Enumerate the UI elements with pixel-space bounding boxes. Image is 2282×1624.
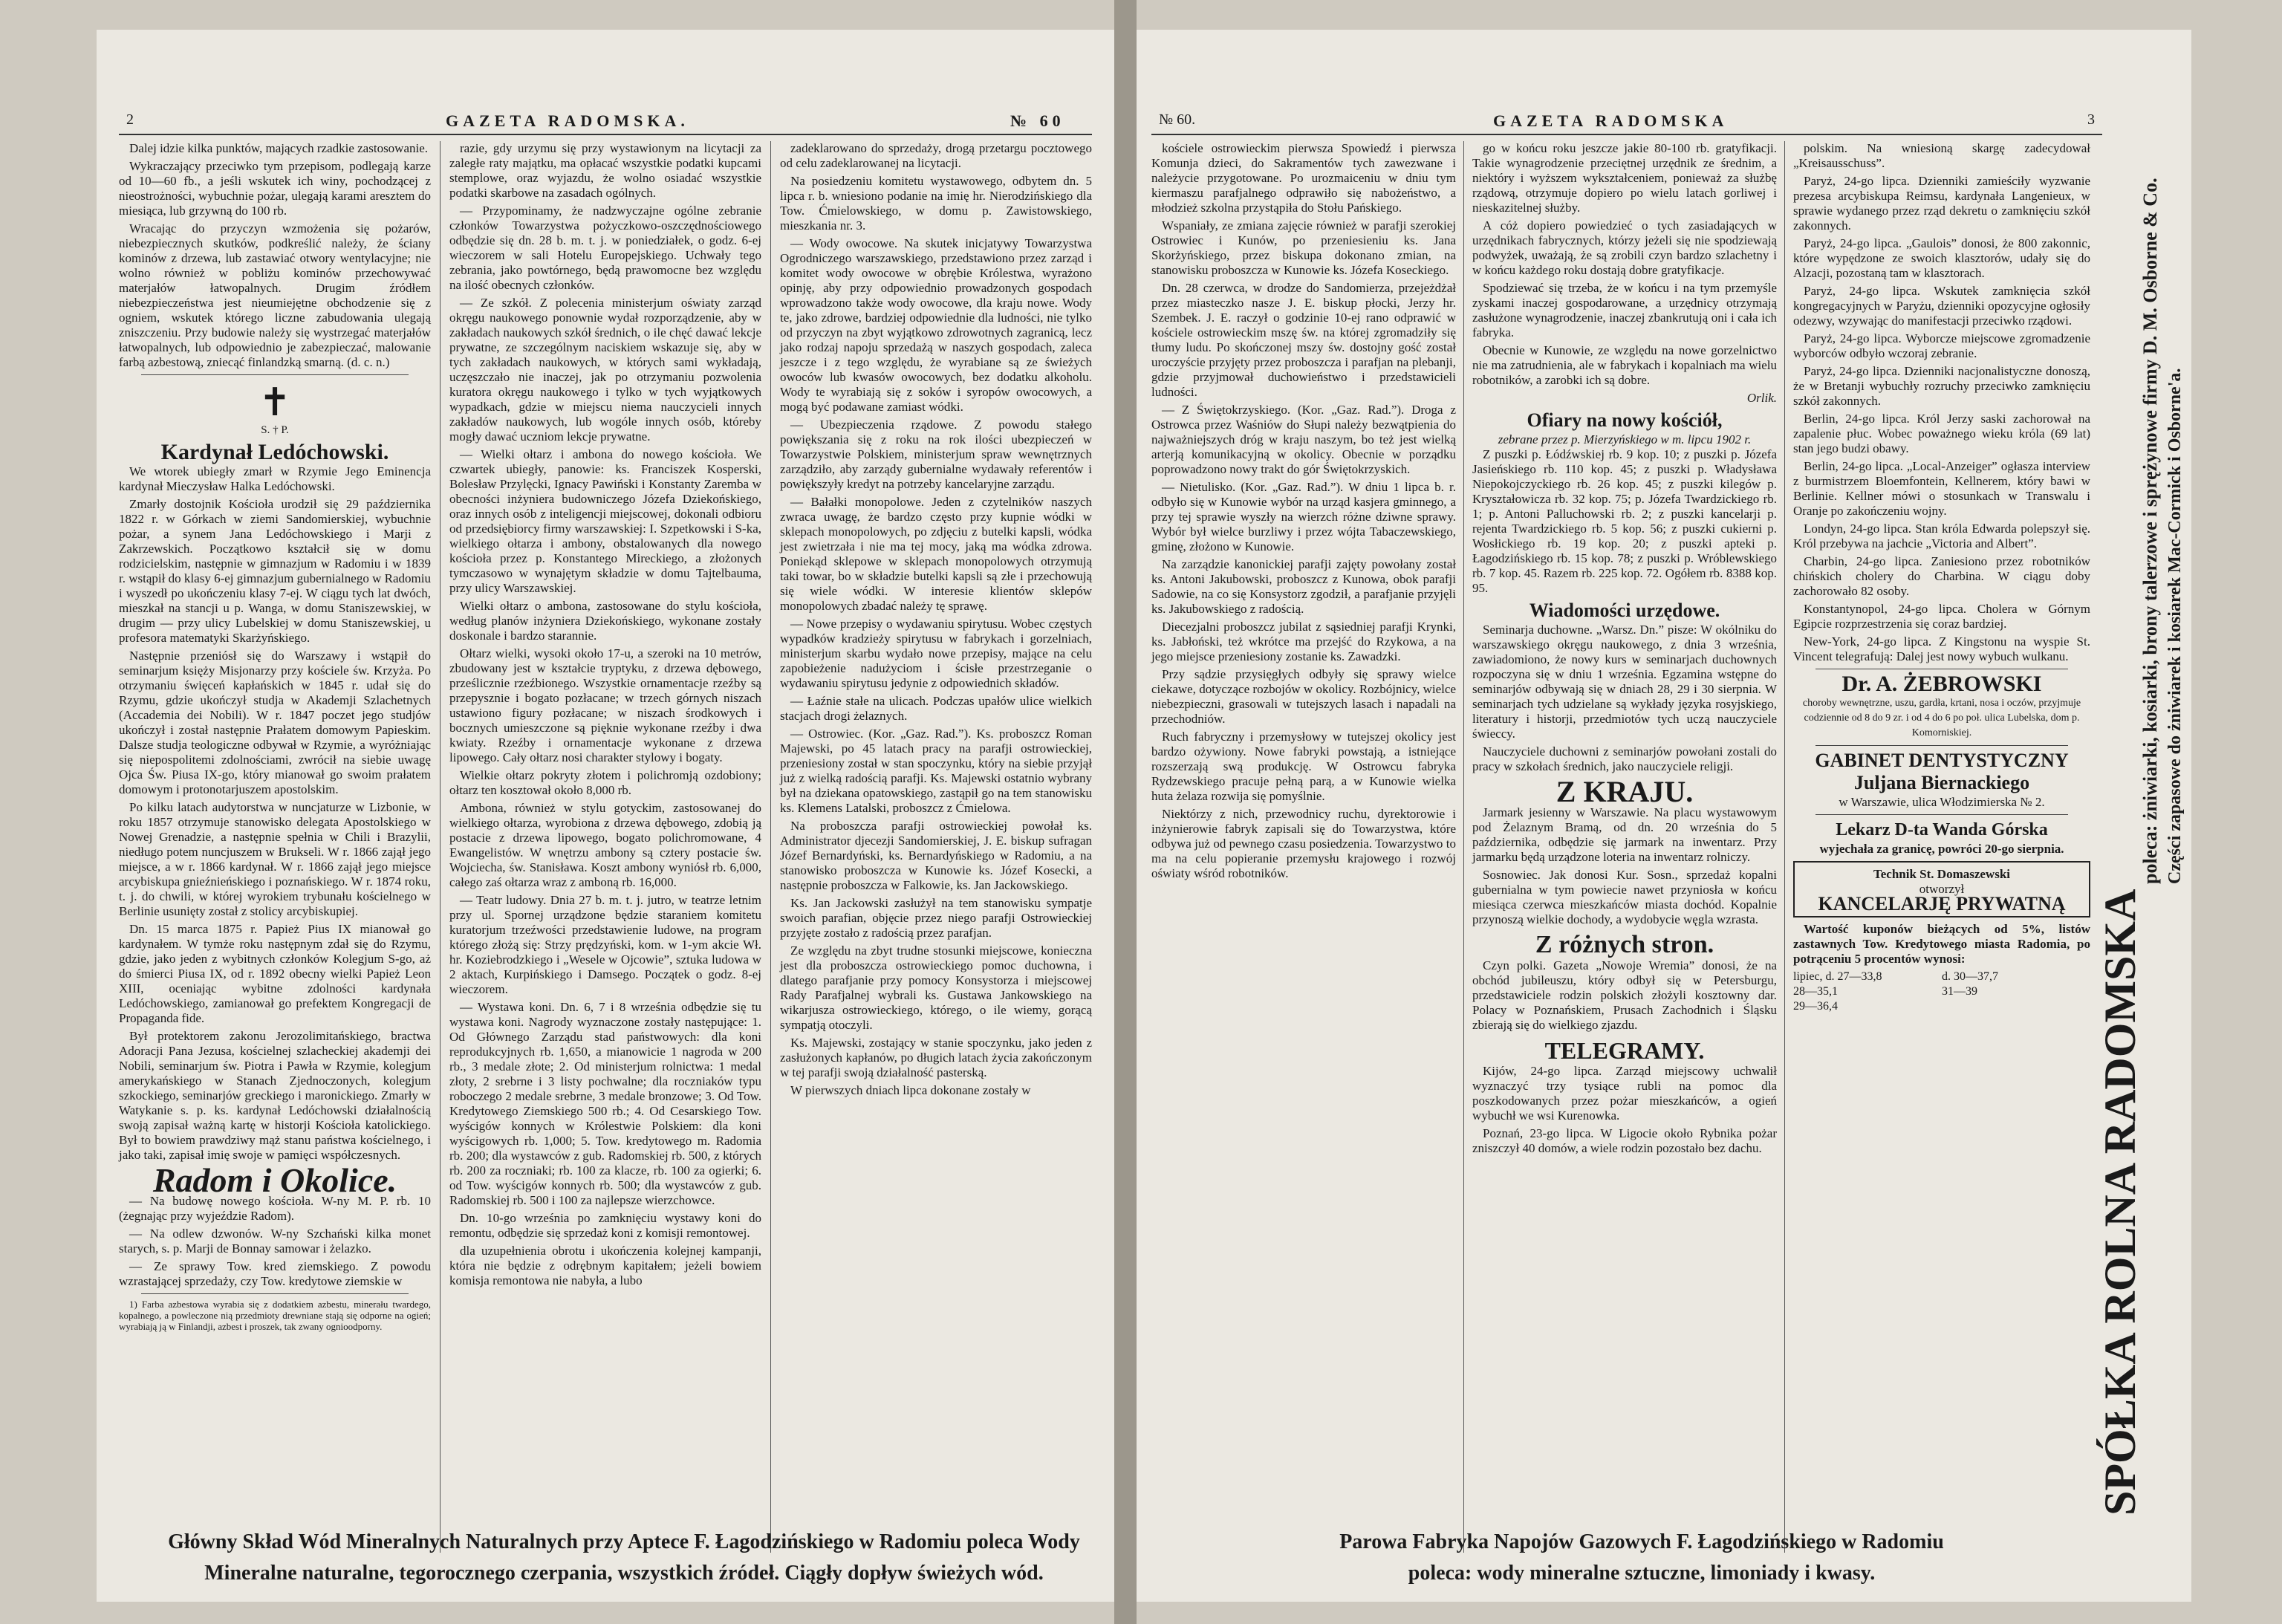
section-title: TELEGRAMY. (1544, 1037, 1705, 1064)
paragraph: — Bałałki monopolowe. Jeden z czytelników naszych zwraca uwagę, że bardzo często przy kupnie wódki w sklepach monopolowych, po zdjęciu z butelki kapsli, wódka jest zwietrzała i nie ma tej mocy, jaką ma wódka zdrowa. Poniekąd sklepowe w sklepach monopolowych otrzymują taki towar, bo w składzie butelki kapsli są złe i przechowują się wiele wódki. W interesie klientów sklepów monopolowych zbadać należy tę sprawę. (780, 495, 1092, 613)
coupon-value: 29—36,4 (1793, 1000, 1838, 1013)
paragraph: Ruch fabryczny i przemysłowy w tutejszej okolicy jest bardzo ożywiony. Nowe fabryki powstają, a istniejące rozszerzają swą produkcję. W Ostrowcu fabryka Rydzewskiego pracuje pełną parą, a w Kunowie wielka huta żelaza rozwija się pomyślnie. (1151, 730, 1456, 803)
paragraph: Ambona, również w stylu gotyckim, zastosowanej do wielkiego ołtarza, wyrobiona z drzewa dębowego, zdobią ją postacie z drzewa lipowego, bogato polichromowane, 4 Ewangelistów. W wnętrzu ambony są cztery postacie św. Wojciecha, św. Stanisława. Koszt ambony wyniósł rb. 6,000, całego zaś ołtarza wraz z amboną rb. 16,000. (449, 801, 761, 889)
advert-title: Juljana Biernackiego (1853, 772, 2030, 793)
obituary-sp: S. † P. (261, 424, 289, 436)
footnote: 1) Farba azbestowa wyrabia się z dodatkiem azbestu, minerału twardego, kopalnego, a powleczone nią przedmioty drewniane stają się odporne na ogień; wyrabiają ją w Finlandji, azbest i proszek, tak zwany ognioodporny. (119, 1299, 431, 1332)
paragraph: Na zarządzie kanonickiej parafji zajęty powołany został ks. Antoni Jakubowski, proboszcz z Kunowa, obok parafji Sadowie, na co się Konsystorz zgodził, a parafjanie przyjęli ks. Jakubowskiego z radością. (1151, 557, 1456, 616)
paragraph: — Łaźnie stałe na ulicach. Podczas upałów ulice wielkich stacjach drogi żelaznych. (780, 694, 1092, 723)
divider (141, 374, 409, 375)
paragraph: — Wystawa koni. Dn. 6, 7 i 8 września odbędzie się tu wystawa koni. Nagrody wyznaczone zostały następujące: 1. Od Głównego Zarządu stad państwowych: dla koni reprodukcyjnych rb. 1,650, a mianowicie 1 nagroda w 200 rb., 3 medale złote; 2. Od ministerjum rolnictwa: 1 medal złoty, 2 srebrne i 3 listy pochwalne; dla roczniaków typu roboczego 2 medale srebrne, 3 medale bronzowe; 3. Od Tow. Kredytowego Ziemskiego 500 rb.; 4. Od Cesarskiego Tow. wyścigów konnych w Królestwie Polskiem: dla koni wyścigowych rb. 1,000; 5. Tow. kredytowego m. Radomia rb. 200; dla wystawców z gub. Radomskiej rb. 500, z których rb. 200 za roczniaki; rb. 100 za klacze, rb. 100 za ogierki; 6. od Tow. wyścigów konnych rb. 500; dla wystawców z gub. Radomskiej rb. 500 i 100 za najlepsze wierzchowce. (449, 1000, 761, 1207)
advert-text: Technik St. Domaszewski (1873, 867, 2011, 881)
paragraph: Wykraczający przeciwko tym przepisom, podlegają karze od 10—60 fb., a jeśli wskutek ich winy, pochodzącej z nieostrożności, wybuchnie pożar, ulegają karami aresztem do miesiąca, lub grzywną do 100 rb. (119, 159, 431, 218)
paragraph: W pierwszych dniach lipca dokonane zostały w (790, 1083, 1031, 1097)
paragraph: Dn. 15 marca 1875 r. Papież Pius IX mianował go kardynałem. W tymże roku następnym zdał się do Rzymu, gdzie, jako jeden z wybitnych członków Kolegjum S-go, aż do śmierci Piusa IX, od r. 1892 obecny wielki Papież Leon XIII, oceniając wybitne zdolności kardynała Ledóchowskiego, zamianował go prefektem Kongregacji de Propaganda fide. (119, 922, 431, 1025)
paragraph: — Na odlew dzwonów. W-ny Szchański kilka monet starych, s. p. Marji de Bonnay samowar i żelazko. (119, 1227, 431, 1256)
section-title: Z KRAJU. (1556, 775, 1694, 808)
paragraph: Na proboszcza parafji ostrowieckiej powołał ks. Administrator djecezji Sandomierskiej, J. E. biskup sufragan Józef Bernardyński, ks. Bernardyńskiego w Radomiu, a na stanowisko proboszcza w Kunowie ks. Józef Kosecki, a następnie proboszcza w Falkowie, ks. Jan Jackowskiego. (780, 819, 1092, 892)
paragraph: Z puszki p. Łódźwskiej rb. 9 kop. 10; z puszki p. Józefa Jasieńskiego rb. 110 kop. 45; z puszki p. Władysława Niepokojczyckiego rb. 26 kop. 45; z puszki kilegów p. Kryształowicza rb. 32 kop. 75; p. Józefa Twardzickiego rb. 1; p. Antoni Palluchowski rb. 2; z puszki kancelarji p. rejenta Twardzickiego rb. 5 kop. 56; z puszki cukierni p. Wosłickiego rb. 19 kop. 20; z puszki apteki p. Łagodzińskiego rb. 15 kop. 78; z puszki p. Wróblewskiego rb. 7 kop. 45. Razem rb. 225 kop. 72. Ogółem rb. 8388 kop. 95. (1472, 447, 1777, 595)
paragraph: Berlin, 24-go lipca. „Local-Anzeiger” ogłasza interview z burmistrzem Bloemfontein, Kellnerem, który bawi w Berlinie. Kellner mówi o stosunkach w Transwalu i Oranje po zakończeniu wojny. (1793, 459, 2090, 518)
paragraph: Obecnie w Kunowie, ze względu na nowe gorzelnictwo nie ma zatrudnienia, ale w fabrykach i kopalniach ma wielu robotników, a zarobki ich są dobre. (1472, 343, 1777, 387)
paragraph: Dn. 10-go września po zamknięciu wystawy koni do remontu, odbędzie się sprzedaż koni z komisji remontowej. (449, 1211, 761, 1240)
paragraph: Niektórzy z nich, przewodnicy ruchu, dyrektorowie i inżynierowie fabryk zapisali się do Towarzystwa, które odbywa już od pewnego czasu posiedzenia. Towarzystwo to ma na celu popieranie przemysłu krajowego i rozwój oświaty wśród robotników. (1151, 807, 1456, 880)
paragraph: — Ostrowiec. (Kor. „Gaz. Rad.”). Ks. proboszcz Roman Majewski, po 45 latach pracy na parafji ostrowieckiej, przeniesiony został w stan spoczynku, który na siebie przyjął już z wielką radością parafji. Ks. Majewski ostatnio wybrany był na dziekana opatowskiego, zastąpił go na tem stanowisku ks. Klemens Latalski, proboszcz z Ćmielowa. (780, 727, 1092, 815)
signature: Orlik. (1746, 391, 1777, 405)
subtitle: zebrane przez p. Mierzyńskiego w m. lipcu 1902 r. (1498, 432, 1752, 446)
coupon-value: 28—35,1 (1793, 985, 1838, 998)
paragraph: Czyn polki. Gazeta „Nowoje Wremia” donosi, że na obchód jubileuszu, który odbył się w Petersburgu, przedstawiciele rodzin polskich złożyli kosztowny dar. Polacy w Poznańskiem, Prusach Zachodnich i Śląsku zbierają się do wielkiego zjazdu. (1472, 958, 1777, 1032)
obituary-title: Kardynał Ledóchowski. (160, 440, 389, 464)
section-title: Wiadomości urzędowe. (1529, 600, 1720, 621)
column-3 (1793, 141, 2090, 1545)
paragraph: Ks. Majewski, zostający w stanie spoczynku, jako jeden z zasłużonych kapłanów, po długich latach życia zakończonym w tej parafji swoją działalność pasterską. (780, 1036, 1092, 1079)
paragraph: Ze względu na zbyt trudne stosunki miejscowe, konieczna jest dla proboszcza ostrowieckiego pomoc duchowna, i dlatego parafjanie przy pomocy Konsystorza i miejscowej Rady Parafjalnej wybrali ks. Gustawa Jankowskiego na wikarjusza ostrowieckiego, którego, o ile wiemy, gorącą sympatją otoczyli. (780, 943, 1092, 1032)
column-2 (449, 141, 761, 1545)
paragraph: New-York, 24-go lipca. Z Kingstonu na wyspie St. Vincent telegrafują: Dalej jest nowy wybuch wulkanu. (1793, 634, 2090, 663)
column-rule (770, 141, 771, 1553)
divider (141, 1293, 409, 1294)
coupon-value: lipiec, d. 27—33,8 (1793, 970, 1882, 983)
column-2 (1472, 141, 1777, 1545)
side-advert-line1: poleca: żniwiarki, kosiarki, brony talerzowe i sprężynowe firmy D. M. Osborne & Co. (2139, 178, 2161, 884)
paragraph: — Ze sprawy Tow. kred ziemskiego. Z powodu wzrastającej sprzedaży, czy Tow. kredytowe ziemskie w (119, 1259, 431, 1288)
bottom-advert: Główny Skład Wód Mineralnych Naturalnych przy Aptece F. Łagodzińskiego w Radomiu poleca Wody (168, 1530, 1080, 1553)
paragraph: — Wody owocowe. Na skutek inicjatywy Towarzystwa Ogrodniczego warszawskiego, przedstawiono przez zarząd i komitet wody owocowe w obrębie Królestwa, wyrażono opinję, aby przy odpowiednio prowadzonych gospodach wprowadzono także wody owocowe, dla kraju nowe. Wody te, jako zdrowe, bardziej odpowiednie dla ludności, nie tylko od przyczyn na zbyt wyjątkowo zdrowotnych zagranicą, lecz jako rodzaj napoju sprzedażą w naszych gospodach, zaleca jeszcze i z tego względu, że wyrabiane są ze świeżych owoców lub kwasów owocowych, bez dodatku alkoholu. Wody te wyrabiają się z soków i syropów owocowych, a mogą być podawane zamiast wódki. (780, 236, 1092, 414)
masthead: GAZETA RADOMSKA. (446, 111, 689, 130)
paragraph: — Teatr ludowy. Dnia 27 b. m. t. j. jutro, w teatrze letnim przy ul. Spornej urządzone będzie staraniem komitetu kuratorjum trzeźwości przedstawienie ludowe, na program którego złożą się: Strzy prędzyński, kom. w 1-ym akcie Wł. hr. Koziebrodzkiego i „Wesele w Ojcowie”, sztuka ludowa w 2 aktach, Kurpińskiego i Damsego. Początek o godz. 8-ej wieczorem. (449, 893, 761, 996)
paragraph: — Nowe przepisy o wydawaniu spirytusu. Wobec częstych wypadków kradzieży spirytusu w fabrykach i gorzelniach, ministerjum skarbu wydało nowe przepisy, mające na celu zapobieżenie nadużyciom i ścisłe przestrzeganie o wydawaniu spirytusu jedynie z odpowiednich składów. (780, 617, 1092, 690)
paragraph: Poznań, 23-go lipca. W Ligocie około Rybnika pożar zniszczył 40 domów, a wiele rodzin pozostało bez dachu. (1472, 1126, 1777, 1155)
paragraph: — Ubezpieczenia rządowe. Z powodu stałego powiększania się z roku na rok ilości ubezpieczeń w Towarzystwie Polskiem, ministerjum spraw wewnętrznych zarządziło, aby zarządy gubernialne wydawały referentów i powiększyły kredyt na potrzeby kancelaryjne zarządu. (780, 418, 1092, 491)
advert-text: choroby wewnętrzne, uszu, gardła, krtani, nosa i oczów, przyjmuje codziennie od 8 do 9 zr. i od 4 do 6 po poł. ulica Lubelska, dom p. Komorniskiej. (1802, 698, 2081, 738)
paragraph: zadeklarowano do sprzedaży, drogą przetargu pocztowego od celu zadeklarowanej na licytacji. (780, 141, 1092, 170)
header-rule (119, 134, 1092, 135)
section-title: Z różnych stron. (1535, 931, 1714, 958)
paragraph: go w końcu roku jeszcze jakie 80-100 rb. gratyfikacji. Takie wynagrodzenie przeciętnej urzędnik ze średnim, a niektóry i wyższem wykształceniem, ponieważ za służbę rządową, otrzymuje dopiero po wielu latach gorliwej i nieskazitelnej służby. (1472, 141, 1777, 215)
paragraph: Charbin, 24-go lipca. Zaniesiono przez robotników chińskich cholery do Charbina. W ciągu doby zachorowało 82 osoby. (1793, 554, 2090, 598)
page-gutter (1114, 0, 1137, 1624)
paragraph: We wtorek ubiegły zmarł w Rzymie Jego Eminencja kardynał Mieczysław Halka Ledóchowski. (119, 464, 431, 493)
paragraph: Dalej idzie kilka punktów, mających rzadkie zastosowanie. (129, 141, 429, 155)
paragraph: Konstantynopol, 24-go lipca. Cholera w Górnym Egipcie rozprzestrzenia się coraz bardziej. (1793, 602, 2090, 631)
paragraph: — Przypominamy, że nadzwyczajne ogólne zebranie członków Towarzystwa pożyczkowo-oszczędnościowego odbędzie się dn. 28 b. m. t. j. w poniedziałek, o godz. 6-ej wieczorem w sali Hotelu Europejskiego. Uchwały tego zebrania, jako powtórnego, będą prawomocne bez względu na ilość obecnych członków. (449, 204, 761, 292)
paragraph: Paryż, 24-go lipca. Dzienniki nacjonalistyczne donoszą, że w Bretanji wybuchły rozruchy przeciwko zamknięciu szkół zakonnych. (1793, 364, 2090, 408)
paragraph: Przy sądzie przysięgłych odbyły się sprawy wielce ciekawe, dotyczące rozbojów w okolicy. Rozbójnicy, wielce niebezpieczni, grasowali w tutejszych lasach i napadali na przechodniów. (1151, 667, 1456, 726)
paragraph: Paryż, 24-go lipca. Wskutek zamknięcia szkół kongregacyjnych w Paryżu, dzienniki opozycyjne ogłosiły odezwy, wzywając do manifestacji przeciwko rządowi. (1793, 284, 2090, 328)
paragraph: Seminarja duchowne. „Warsz. Dn.” pisze: W okólniku do warszawskiego okręgu naukowego, z dnia 3 września, zawiadomiono, że nowy kurs w seminarjach duchownych rozpoczyna się w dniu 1 września. Egzamina wstępne do seminarjów odbywają się w dniach 28, 29 i 30 sierpnia. W seminarjach tych udzielane są wykłady języka rosyjskiego, literatury i historji, przedmiotów tych uczą nauczyciele świeccy. (1472, 623, 1777, 741)
paragraph: Kijów, 24-go lipca. Zarząd miejscowy uchwalił wyznaczyć trzy tysiące rubli na pomoc dla poszkodowanych przez pożar mieszkańców, a ogień wybuchł we wsi Kurenowka. (1472, 1064, 1777, 1123)
paragraph: Był protektorem zakonu Jerozolimitańskiego, bractwa Adoracji Pana Jezusa, kościelnej szlacheckiej akademji dei Nobili, seminarjum św. Piotra i Pawła w Rzymie, kolegjum amerykańskiego w Stanach Zjednoczonych, kolegjum szkockiego, seminarjów greckiego i maronickiego. Zmarły w Watykanie s. p. ks. kardynał Ledóchowski działalnością swoją zapisał ważną kartę w historji Kościoła katolickiego. Był to bowiem prawdziwy mąż stanu państwa kościelnego, i jako taki, zapisał imię swoje w pamięci współczesnych. (119, 1029, 431, 1162)
issue-number: № 60. (1159, 111, 1196, 128)
advert-title: Dr. A. ŻEBROWSKI (1841, 672, 2042, 696)
paragraph: Paryż, 24-go lipca. „Gaulois” donosi, że 800 zakonnic, które wypędzone ze swoich klasztorów, udały się do Alzacji, pozostaną tam w klasztorach. (1793, 236, 2090, 280)
column-3 (780, 141, 1092, 1545)
paragraph: Wielkie ołtarz pokryty złotem i polichromją ozdobiony; ołtarz ten kosztował około 8,000 rb. (449, 768, 761, 797)
issue-number: № 60 (1010, 111, 1065, 130)
paragraph: Nauczyciele duchowni z seminarjów powołani zostali do pracy w szkołach średnich, jako nauczyciele religji. (1472, 744, 1777, 773)
left-page (97, 30, 1114, 1602)
header-rule (1151, 134, 2102, 135)
paragraph: Paryż, 24-go lipca. Dzienniki zamieściły wyzwanie prezesa arcybiskupa Reimsu, kardynała Langenieux, w sprawie wydanego przez rząd dekretu o zamknięciu szkół zakonnych. (1793, 174, 2090, 233)
paragraph: Jarmark jesienny w Warszawie. Na placu wystawowym pod Żelaznym Bramą, od dn. 20 września do 5 października, odbędzie się jarmark na inwentarz. Przy jarmarku będą urządzone loteria na inwentarz rolniczy. (1472, 805, 1777, 864)
divider (1815, 745, 2068, 746)
section-title: Radom i Okolice. (152, 1161, 397, 1199)
paragraph: Dn. 28 czerwca, w drodze do Sandomierza, przejeżdżał przez miasteczko nasze J. E. biskup płocki, Jerzy hr. Szembek. J. E. raczył o godzinie 10-ej rano odprawić w kościele ostrowieckim mszę św. na której zgromadziły się tłumy ludu. Po skończonej mszy św. dostojny gość został uroczyście przyjęty przez proboszcza i parafjan na plebanji, gdzie przyjmował duchowieństwo i przedstawicieli ludności. (1151, 281, 1456, 399)
paragraph: polskim. Na wniesioną skargę zadecydował „Kreisausschuss”. (1793, 141, 2090, 170)
cross-icon: ✝ (259, 382, 291, 424)
advert-title: KANCELARJĘ PRYWATNĄ (1818, 893, 2066, 915)
paragraph: Wspaniały, ze zmiana zajęcie również w parafji szerokiej Ostrowiec i Kunów, po przeniesieniu ks. Jana Skorżyńskiego, przez biskupa dokonano zmian, na stanowisku proboszcza w Kunowie ks. Józefa Koseckiego. (1151, 218, 1456, 277)
paragraph: Ks. Jan Jackowski zasłużył na tem stanowisku sympatje swoich parafian, objęcie przez niego parafji Ostrowieckiej przyjęte zostało z radością przez parafjan. (780, 896, 1092, 940)
advert-box (1793, 861, 2090, 917)
paragraph: — Wielki ołtarz i ambona do nowego kościoła. We czwartek ubiegły, panowie: ks. Franciszek Kosperski, Bolesław Przylęcki, Ignacy Pawiński i Konstanty Zaremba w obecności inżyniera budowniczego Józefa Dziekońskiego, oraz innych osób z inteligencji miejscowej, dokonali odbioru od przedsiębiorcy firmy warszawskiej: I. Szpetkowski i S-ka, wielkiego ołtarza i ambony, obstalowanych dla nowego kościoła przez p. Konstantego Mireckiego, a złożonych tymczasowo w wynajętym składzie w domu Tajtelbauma, przy ulicy Warszawskiej. (449, 447, 761, 595)
paragraph: Wielki ołtarz o ambona, zastosowane do stylu kościoła, według planów inżyniera Dziekońskiego, wykonane zostały doskonale i bardzo starannie. (449, 599, 761, 643)
paragraph: — Nietulisko. (Kor. „Gaz. Rad.”). W dniu 1 lipca b. r. odbyło się w Kunowie wybór na urząd kasjera gminnego, a przy tej sprawie wyszły na wierzch różne dziwne sprawy. Wybór był wielce burzliwy i przez wójta Tabaczewskiego, gminę, złożono w Kunowie. (1151, 480, 1456, 553)
paragraph: Paryż, 24-go lipca. Wyborcze miejscowe zgromadzenie wyborców odbyło wczoraj zebranie. (1793, 331, 2090, 360)
coupon-table (1793, 969, 2090, 1014)
paragraph: dla uzupełnienia obrotu i ukończenia kolejnej kampanji, która nie będzie z odrębnym kapitałem; jeżeli bowiem komisja remontowa nie nabyła, a lubo (449, 1244, 761, 1287)
paragraph: Następnie przeniósł się do Warszawy i wstąpił do seminarjum księży Misjonarzy przy kościele św. Krzyża. Po otrzymaniu święceń kapłańskich w 1845 r. udał się do Rzymu, gdzie ukończył studja w Akademji Szlachetnych (Accademia dei Nobili). W r. 1847 poczet jego studjów ukończył i został następnie Prałatem domowym Papieskim. Dalsze studja teologiczne odbywał w Rzymie, a wyróżniając się niepospolitemi zdolnościami, zwrócił na siebie uwagę Ojca Św. Piusa IX-go, który mianował go swoim prałatem domowym i protonotarjuszem apostolskim. (119, 649, 431, 796)
section-title: Ofiary na nowy kościół, (1527, 409, 1723, 431)
page-number: 3 (2087, 111, 2095, 128)
paragraph: Spodziewać się trzeba, że w końcu i na tym przemyśle zyskami inaczej gospodarowane, a urzędnicy otrzymają zasłużone wynagrodzenie, inaczej zbankrutują oni i cała ich fabryka. (1472, 281, 1777, 340)
bottom-advert-2: poleca: wody mineralne sztuczne, limoniady i kwasy. (1408, 1562, 1876, 1585)
right-page (1137, 30, 2191, 1602)
column-rule (1463, 141, 1464, 1553)
column-1 (119, 141, 431, 1335)
paragraph: — Z Świętokrzyskiego. (Kor. „Gaz. Rad.”). Droga z Ostrowca przez Waśniów do Słupi należy bezwątpienia do najważniejszych dróg w kraju naszym, bo też jest wielką arterją komunikacyjną w okolicy. Obecnie w porządku poprowadzono nowy trakt do gór Świętokrzyskich. (1151, 403, 1456, 476)
advert-title: Lekarz D-ta Wanda Górska (1836, 820, 2048, 839)
coupon-value: 31—39 (1942, 985, 1977, 998)
advert-text: otworzył (1919, 882, 1965, 896)
advert-title: GABINET DENTYSTYCZNY (1815, 750, 2069, 771)
paragraph: Londyn, 24-go lipca. Stan króla Edwarda polepszył się. Król przebywa na jachcie „Victoria and Albert”. (1793, 522, 2090, 550)
paragraph: razie, gdy urzymu się przy wystawionym na licytacji za zaległe raty majątku, ma opłacać wszystkie podatki kupcami stemplowe, oraz wyjazdu, że wolno osiadać wszystkie podatki skarbowe na zasadach ogólnych. (449, 141, 761, 200)
paragraph: — Ze szkół. Z polecenia ministerjum oświaty zarząd okręgu naukowego ponownie wydał rozporządzenie, aby w zakładach naukowych szkół średnich, o ile chęć dawać lekcje prywatne, ze szczególnym naciskiem wskazuje się, aby w tych zakładach naukowych, w których sami wykładają, uczęszczało nie inaczej, jak po otrzymaniu pozwolenia kuratora okręgu naukowego i tylko w tych wyjątkowych wypadkach, gdzie w miejscu niema nauczycieli innych zakładów naukowych, lub wogóle innych osób, któreby mogły dawać uczniom lekcje prywatne. (449, 296, 761, 444)
column-rule (1784, 141, 1785, 1553)
bottom-advert: Parowa Fabryka Napojów Gazowych F. Łagodzińskiego w Radomiu (1339, 1530, 1944, 1553)
advert-text: wyjechała za granicę, powróci 20-go sierpnia. (1819, 842, 2064, 856)
bottom-advert-2: Mineralne naturalne, tegorocznego czerpania, wszystkich źródeł. Ciągły dopływ świeżych wód. (204, 1562, 1044, 1585)
side-advert-title: SPÓŁKA ROLNA RADOMSKA (2096, 889, 2145, 1516)
paragraph: — Na budowę nowego kościoła. W-ny M. P. rb. 10 (żegnając przy wyjeździe Radom). (119, 1194, 431, 1223)
paragraph: Berlin, 24-go lipca. Król Jerzy saski zachorował na zapalenie płuc. Wobec poważnego wieku króla (69 lat) stan jego budzi obawy. (1793, 412, 2090, 455)
column-1 (1151, 141, 1456, 1545)
paragraph: Zmarły dostojnik Kościoła urodził się 29 października 1822 r. w Górkach w ziemi Sandomierskiej, wybuchnie pożar, a synem Jana Ledóchowskiego i Marji z Zakrzewskich. Początkowo kształcił się w domu rodzicielskim, następnie w gimnazjum w Radomiu i w 1839 r. wstąpił do klasy 6-ej gimnazjum gubernialnego w Radomiu i wyszedł po ukończeniu klasy 7-ej. W ciągu tych lat dwóch, mieszkał na stancji u p. Wanga, w domu Staniszewskiej, w drugim — przy ulicy Lubelskiej w domu Staniszewskiej, u profesora matematyki Skarżyńskiego. (119, 497, 431, 645)
paragraph: Wartość kuponów bieżących od 5%, listów zastawnych Tow. Kredytowego miasta Radomia, po potrąceniu 5 procentów wynosi: (1793, 922, 2090, 966)
paragraph: Po kilku latach audytorstwa w nuncjaturze w Lizbonie, w roku 1857 otrzymuje stanowisko delegata Apostolskiego w Nowej Grenadzie, a następnie spełnia w Chili i Brazylii, niedługo potem nuncjuszem w Brukseli. W r. 1866 zajął jego miejsce, a w r. 1866 kardynał. W r. 1866 zajął jego miejsce arcybiskupa gnieźnieńskiego i poznańskiego. W r. 1874 roku, t. j. do chwili, w której wyrokiem trybunału kościelnego w Berlinie usunięty został z stolicy arcybiskupiej. (119, 800, 431, 918)
advert-text: w Warszawie, ulica Włodzimierska № 2. (1839, 795, 2045, 809)
paragraph: kościele ostrowieckim pierwsza Spowiedź i pierwsza Komunja dzieci, do Sakramentów tych zawezwane i należycie przygotowane. Po urozmaiceniu w dniu tym kiermaszu parafjalnego odprawiło się nabożeństwo, a młodzież szkolna przystąpiła do Stołu Pańskiego. (1151, 141, 1456, 215)
paragraph: Na posiedzeniu komitetu wystawowego, odbytem dn. 5 lipca r. b. wniesiono podanie na imię hr. Nierodzińskiego dla Tow. Ćmielowskiego, w domu p. Zawistowskiego, mieszkania nr. 3. (780, 174, 1092, 233)
masthead: GAZETA RADOMSKA (1493, 111, 1729, 130)
paragraph: Wracając do przyczyn wzmożenia się pożarów, niebezpiecznych skutków, podkreślić należy, że ściany kominów z drzewa, lub zastawiać otwory wentylacyjne; nie wolno również w pobliżu kominów przechowywać materjałów łatwopalnych. Drugim źródłem niebezpieczeństwa jest nieumiejętne obchodzenie się z ogniem, wskutek którego liczne zabudowania ulegają zniszczeniu. Przy budowie należy się wystrzegać materjałów łatwopalnych, lub odpowiednio je zabezpieczać, malowanie farbą azbestową, zniecąć finlandzką smarną. (d. c. n.) (119, 221, 431, 369)
paragraph: A cóż dopiero powiedzieć o tych zasiadających w urzędnikach fabrycznych, którzy jeżeli się nie spodziewają podwyżek, uważają, że są zrobili czyn bardzo szlachetny i w końcu każdego roku dostają dobre gratyfikacje. (1472, 218, 1777, 277)
page-number: 2 (126, 111, 134, 128)
side-advert-line2: Części zapasowe do żniwiarek i kosiarek Mac-Cormick i Osborne'a. (2165, 368, 2185, 884)
coupon-value: d. 30—37,7 (1942, 970, 1998, 983)
paragraph: Diecezjalni proboszcz jubilat z sąsiedniej parafji Krynki, ks. Jabłoński, też wkrótce ma przejść do Rzykowa, a na jego miejsce przeniesiony zostanie ks. Zawadzki. (1151, 620, 1456, 663)
paragraph: Sosnowiec. Jak donosi Kur. Sosn., sprzedaż kopalni gubernialna w tym powiecie nawet przyniosła w końcu miesiąca czerwca mieszkańców miasta dochód. Kopalnie przynoszą wielkie dochody, a wydobycie węgla wzrasta. (1472, 868, 1777, 926)
paragraph: Ołtarz wielki, wysoki około 17-u, a szeroki na 10 metrów, zbudowany jest w kształcie tryptyku, z drzewa dębowego, prześlicznie rzeźbionego. Wszystkie ornamentacje rzeźby są przepysznie i bogato pozłacane; w trzech górnych niszach ustawiono figury pozłacane; w niszach środkowych i bocznych umieszczone są pięknie wykonane rzeźby i dwa kwiaty. Rzeźby i ornamentacje wykonane z drzewa lipowego. Cały ołtarz nosi charakter stylowy i bogaty. (449, 646, 761, 764)
divider (1815, 814, 2068, 815)
column-rule (440, 141, 441, 1553)
